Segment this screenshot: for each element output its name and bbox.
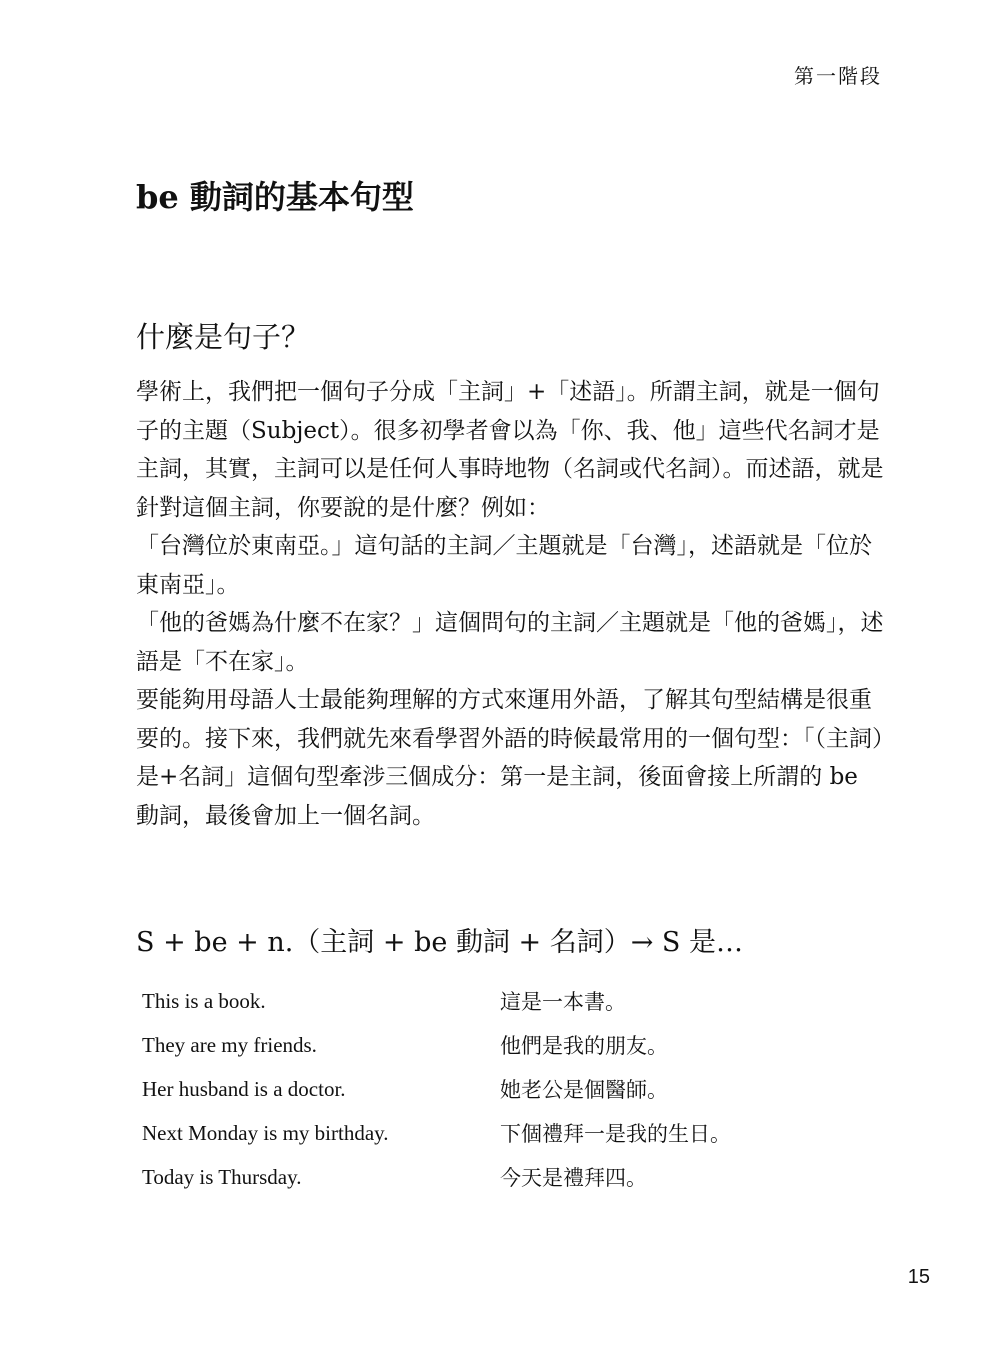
example-row [142,1111,862,1155]
example-chinese: 她老公是個醫師。 [500,1078,668,1102]
pattern-heading: S + be + n.（主詞 + be 動詞 + 名詞）→ S 是… [136,927,744,958]
example-row [142,979,862,1023]
example-list [142,979,862,1199]
example-chinese: 下個禮拜一是我的生日。 [500,1122,731,1146]
paragraph: 「台灣位於東南亞。」這句話的主詞／主題就是「台灣」，述語就是「位於東南亞」。 [136,533,872,598]
paragraph: 要能夠用母語人士最能夠理解的方式來運用外語，了解其句型結構是很重要的。接下來，我們就先來看學習外語的時候最常用的一個句型：「（主詞）是+名詞」這個句型牽涉三個成分：第一是主詞，後面會接上所謂的 be 動詞，最後會加上一個名詞。 [136,687,884,829]
body-text [136,373,886,835]
example-chinese: 這是一本書。 [500,990,626,1014]
example-row [142,1067,862,1111]
example-english: Today is Thursday. [142,1164,302,1189]
section-heading: 什麼是句子？ [136,320,311,354]
example-english: Next Monday is my birthday. [142,1120,389,1145]
page-title: be 動詞的基本句型 [136,178,414,216]
example-chinese: 今天是禮拜四。 [500,1166,647,1190]
section-header: 第一階段 [794,64,882,88]
example-row [142,1155,862,1199]
example-row [142,1023,862,1067]
example-english: Her husband is a doctor. [142,1076,346,1101]
page-number: 15 [907,1266,930,1288]
paragraph: 「他的爸媽為什麼不在家？」這個問句的主詞／主題就是「他的爸媽」，述語是「不在家」。 [136,610,884,675]
example-english: This is a book. [142,988,266,1013]
example-english: They are my friends. [142,1032,317,1057]
paragraph: 學術上，我們把一個句子分成「主詞」+「述語」。所謂主詞，就是一個句子的主題（Subject）。很多初學者會以為「你、我、他」這些代名詞才是主詞，其實，主詞可以是任何人事時地物（名詞或代名詞）。而述語，就是針對這個主詞，你要說的是什麼？例如： [136,379,884,521]
example-chinese: 他們是我的朋友。 [500,1034,668,1058]
